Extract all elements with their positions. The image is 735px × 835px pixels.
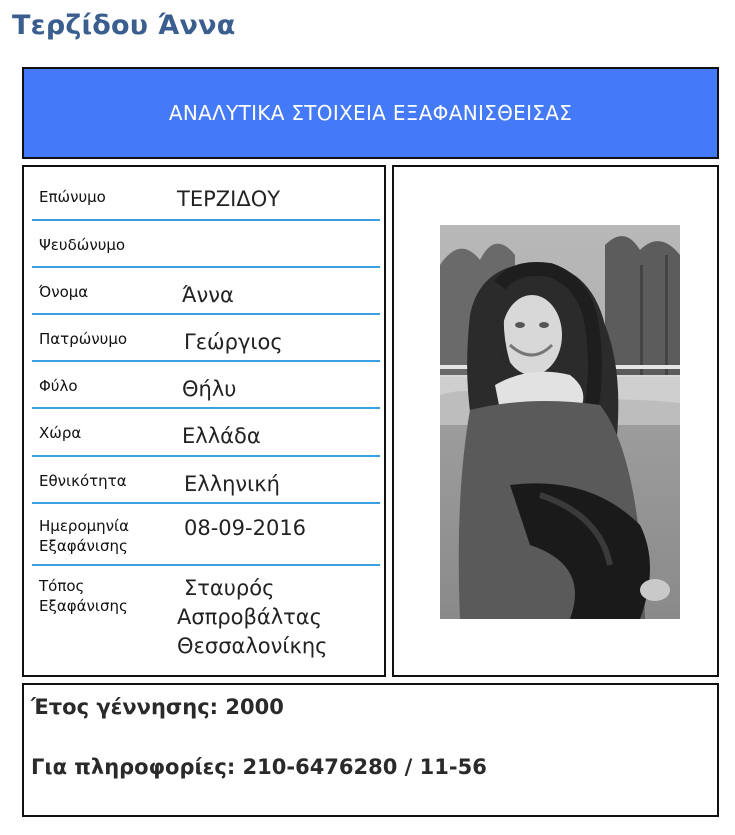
value-father-name: Γεώργιος: [184, 330, 283, 354]
row-gender: [32, 362, 380, 409]
value-first-name: Άννα: [182, 283, 234, 307]
value-place-line1: Σταυρός: [184, 576, 275, 600]
value-place-line2: Ασπροβάλτας: [177, 605, 322, 629]
value-nationality: Ελληνική: [184, 472, 280, 496]
label-place-line2: Εξαφάνισης: [39, 597, 128, 615]
value-date: 08-09-2016: [184, 516, 307, 540]
contact-info: Για πληροφορίες: 210-6476280 / 11-56: [31, 755, 487, 779]
label-date-line1: Ημερομηνία: [39, 517, 130, 535]
footer-panel: [22, 683, 719, 817]
label-date-line2: Εξαφάνισης: [39, 537, 128, 555]
birth-year: Έτος γέννησης: 2000: [31, 695, 284, 719]
label-alias: Ψευδώνυμο: [39, 236, 126, 254]
label-father-name: Πατρώνυμο: [39, 330, 128, 348]
row-surname: [32, 173, 380, 221]
value-country: Ελλάδα: [182, 424, 261, 448]
row-disappearance-date: [32, 504, 380, 566]
portrait-photo-icon: [440, 225, 680, 619]
row-country: [32, 409, 380, 457]
label-nationality: Εθνικότητα: [39, 472, 127, 490]
page-title: Τερζίδου Άννα: [12, 10, 236, 41]
row-alias: [32, 221, 380, 268]
value-place-line3: Θεσσαλονίκης: [177, 634, 328, 658]
banner-title: ΑΝΑΛΥΤΙΚΑ ΣΤΟΙΧΕΙΑ ΕΞΑΦΑΝΙΣΘΕΙΣΑΣ: [168, 101, 573, 125]
section-banner: [22, 67, 719, 159]
row-disappearance-place: [32, 566, 380, 672]
label-surname: Επώνυμο: [39, 188, 106, 206]
label-gender: Φύλο: [39, 377, 78, 395]
row-first-name: [32, 268, 380, 315]
portrait-photo: [440, 225, 680, 619]
value-surname: ΤΕΡΖΙΔΟΥ: [177, 187, 281, 211]
row-father-name: [32, 315, 380, 362]
photo-panel: [392, 165, 719, 677]
label-country: Χώρα: [39, 424, 82, 442]
value-gender: Θήλυ: [182, 377, 237, 401]
label-place-line1: Τόπος: [39, 577, 85, 595]
row-nationality: [32, 457, 380, 504]
details-panel: [22, 165, 386, 677]
label-first-name: Όνομα: [39, 283, 89, 301]
